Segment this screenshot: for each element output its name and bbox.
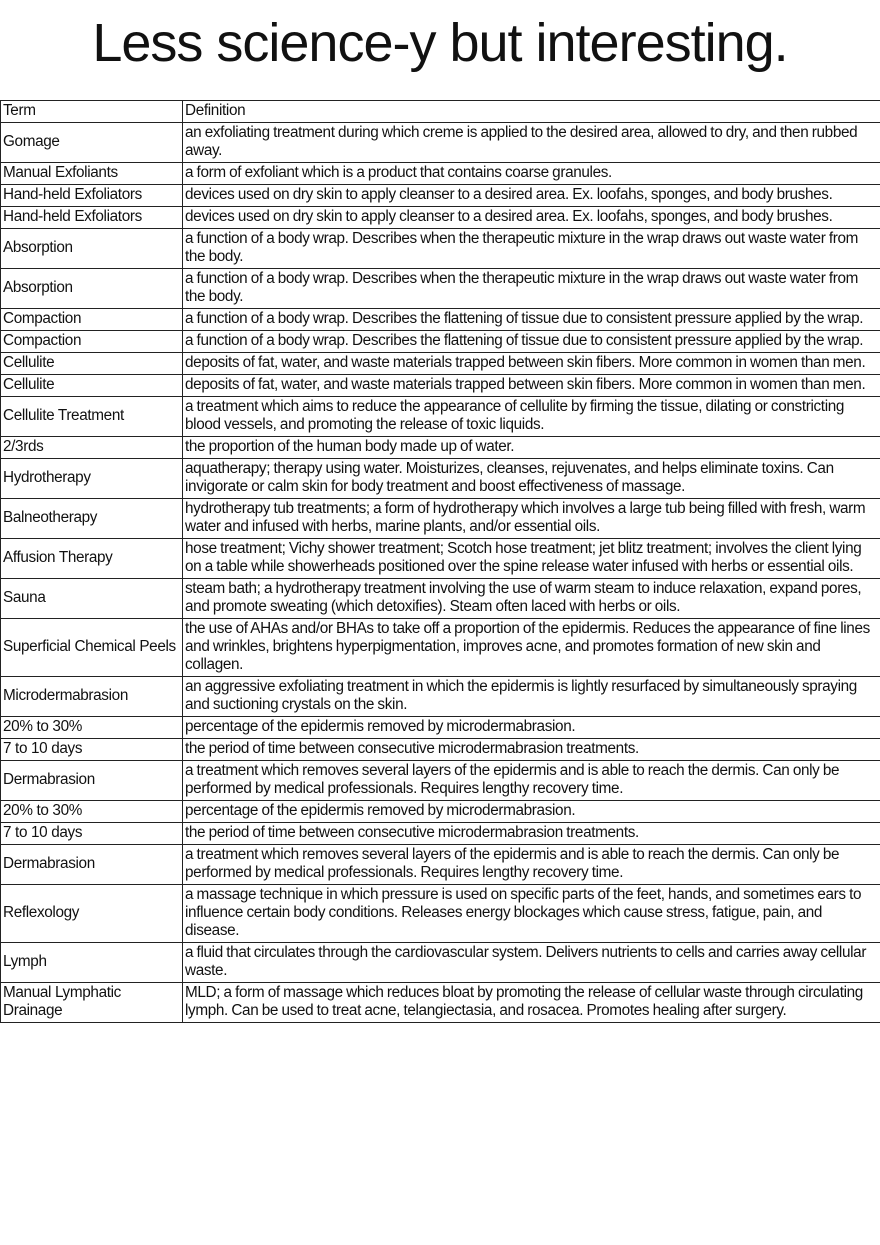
table-row bbox=[1, 459, 880, 499]
definition-cell: the use of AHAs and/or BHAs to take off a proportion of the epidermis. Reduces the appearance of fine lines and wrinkles, brightens hyperpigmentation, improves acne, and promotes formation of new skin and collagen. bbox=[183, 619, 880, 677]
term-cell: Cellulite bbox=[1, 375, 183, 397]
definition-cell: the period of time between consecutive microdermabrasion treatments. bbox=[183, 823, 880, 845]
table-row bbox=[1, 185, 880, 207]
definition-cell: an aggressive exfoliating treatment in which the epidermis is lightly resurfaced by simultaneously spraying and suctioning crystals on the skin. bbox=[183, 677, 880, 717]
definition-cell: a function of a body wrap. Describes the flattening of tissue due to consistent pressure applied by the wrap. bbox=[183, 309, 880, 331]
table-row bbox=[1, 123, 880, 163]
table-row bbox=[1, 579, 880, 619]
term-cell: Balneotherapy bbox=[1, 499, 183, 539]
table-row bbox=[1, 717, 880, 739]
definition-cell: a fluid that circulates through the cardiovascular system. Delivers nutrients to cells and carries away cellular waste. bbox=[183, 943, 880, 983]
term-cell: 7 to 10 days bbox=[1, 823, 183, 845]
header-term: Term bbox=[1, 101, 183, 123]
definition-cell: percentage of the epidermis removed by microdermabrasion. bbox=[183, 801, 880, 823]
definition-cell: deposits of fat, water, and waste materials trapped between skin fibers. More common in women than men. bbox=[183, 375, 880, 397]
header-definition: Definition bbox=[183, 101, 880, 123]
table-row bbox=[1, 801, 880, 823]
term-cell: Hand-held Exfoliators bbox=[1, 207, 183, 229]
definition-cell: devices used on dry skin to apply cleanser to a desired area. Ex. loofahs, sponges, and body brushes. bbox=[183, 185, 880, 207]
definition-cell: a function of a body wrap. Describes when the therapeutic mixture in the wrap draws out waste water from the body. bbox=[183, 229, 880, 269]
table-row bbox=[1, 375, 880, 397]
term-cell: 2/3rds bbox=[1, 437, 183, 459]
term-cell: Reflexology bbox=[1, 885, 183, 943]
table-row bbox=[1, 619, 880, 677]
definition-cell: the proportion of the human body made up of water. bbox=[183, 437, 880, 459]
table-row bbox=[1, 677, 880, 717]
glossary-table bbox=[0, 100, 880, 1023]
definition-cell: deposits of fat, water, and waste materials trapped between skin fibers. More common in women than men. bbox=[183, 353, 880, 375]
term-cell: 20% to 30% bbox=[1, 717, 183, 739]
term-cell: Microdermabrasion bbox=[1, 677, 183, 717]
table-row bbox=[1, 269, 880, 309]
term-cell: Dermabrasion bbox=[1, 761, 183, 801]
table-row bbox=[1, 823, 880, 845]
definition-cell: MLD; a form of massage which reduces bloat by promoting the release of cellular waste through circulating lymph. Can be used to treat acne, telangiectasia, and rosacea. Promotes healing after surgery. bbox=[183, 983, 880, 1023]
table-row bbox=[1, 943, 880, 983]
definition-cell: devices used on dry skin to apply cleanser to a desired area. Ex. loofahs, sponges, and body brushes. bbox=[183, 207, 880, 229]
term-cell: Compaction bbox=[1, 309, 183, 331]
definition-cell: a treatment which removes several layers of the epidermis and is able to reach the dermis. Can only be performed by medical professionals. Requires lengthy recovery time. bbox=[183, 845, 880, 885]
table-row bbox=[1, 739, 880, 761]
table-header-row bbox=[1, 101, 880, 123]
term-cell: 20% to 30% bbox=[1, 801, 183, 823]
table-row bbox=[1, 983, 880, 1023]
table-row bbox=[1, 207, 880, 229]
term-cell: 7 to 10 days bbox=[1, 739, 183, 761]
term-cell: Manual Lymphatic Drainage bbox=[1, 983, 183, 1023]
table-row bbox=[1, 761, 880, 801]
term-cell: Cellulite bbox=[1, 353, 183, 375]
definition-cell: a function of a body wrap. Describes when the therapeutic mixture in the wrap draws out waste water from the body. bbox=[183, 269, 880, 309]
term-cell: Absorption bbox=[1, 229, 183, 269]
definition-cell: hydrotherapy tub treatments; a form of hydrotherapy which involves a large tub being filled with fresh, warm water and infused with herbs, marine plants, and/or essential oils. bbox=[183, 499, 880, 539]
table-row bbox=[1, 309, 880, 331]
definition-cell: a treatment which aims to reduce the appearance of cellulite by firming the tissue, dilating or constricting blood vessels, and promoting the release of toxic liquids. bbox=[183, 397, 880, 437]
definition-cell: the period of time between consecutive microdermabrasion treatments. bbox=[183, 739, 880, 761]
term-cell: Lymph bbox=[1, 943, 183, 983]
definition-cell: a form of exfoliant which is a product that contains coarse granules. bbox=[183, 163, 880, 185]
table-row bbox=[1, 437, 880, 459]
table-row bbox=[1, 397, 880, 437]
term-cell: Dermabrasion bbox=[1, 845, 183, 885]
table-row bbox=[1, 845, 880, 885]
definition-cell: a function of a body wrap. Describes the flattening of tissue due to consistent pressure applied by the wrap. bbox=[183, 331, 880, 353]
definition-cell: a treatment which removes several layers of the epidermis and is able to reach the dermis. Can only be performed by medical professionals. Requires lengthy recovery time. bbox=[183, 761, 880, 801]
term-cell: Manual Exfoliants bbox=[1, 163, 183, 185]
term-cell: Hand-held Exfoliators bbox=[1, 185, 183, 207]
definition-cell: a massage technique in which pressure is used on specific parts of the feet, hands, and sometimes ears to influence certain body conditions. Releases energy blockages which cause stress, fatigue, pain, and disease. bbox=[183, 885, 880, 943]
table-row bbox=[1, 499, 880, 539]
definition-cell: percentage of the epidermis removed by microdermabrasion. bbox=[183, 717, 880, 739]
term-cell: Affusion Therapy bbox=[1, 539, 183, 579]
table-row bbox=[1, 163, 880, 185]
term-cell: Hydrotherapy bbox=[1, 459, 183, 499]
page-title: Less science-y but interesting. bbox=[92, 13, 788, 73]
term-cell: Compaction bbox=[1, 331, 183, 353]
table-row bbox=[1, 353, 880, 375]
term-cell: Cellulite Treatment bbox=[1, 397, 183, 437]
term-cell: Superficial Chemical Peels bbox=[1, 619, 183, 677]
table-row bbox=[1, 331, 880, 353]
definition-cell: steam bath; a hydrotherapy treatment involving the use of warm steam to induce relaxation, expand pores, and promote sweating (which detoxifies). Steam often laced with herbs or oils. bbox=[183, 579, 880, 619]
table-row bbox=[1, 539, 880, 579]
definition-cell: hose treatment; Vichy shower treatment; Scotch hose treatment; jet blitz treatment; involves the client lying on a table while showerheads positioned over the spine release water infused with herbs or essential oils. bbox=[183, 539, 880, 579]
term-cell: Absorption bbox=[1, 269, 183, 309]
table-row bbox=[1, 885, 880, 943]
table-row bbox=[1, 229, 880, 269]
definition-cell: an exfoliating treatment during which creme is applied to the desired area, allowed to dry, and then rubbed away. bbox=[183, 123, 880, 163]
term-cell: Gomage bbox=[1, 123, 183, 163]
definition-cell: aquatherapy; therapy using water. Moisturizes, cleanses, rejuvenates, and helps eliminate toxins. Can invigorate or calm skin for body treatment and boost effectiveness of massage. bbox=[183, 459, 880, 499]
term-cell: Sauna bbox=[1, 579, 183, 619]
